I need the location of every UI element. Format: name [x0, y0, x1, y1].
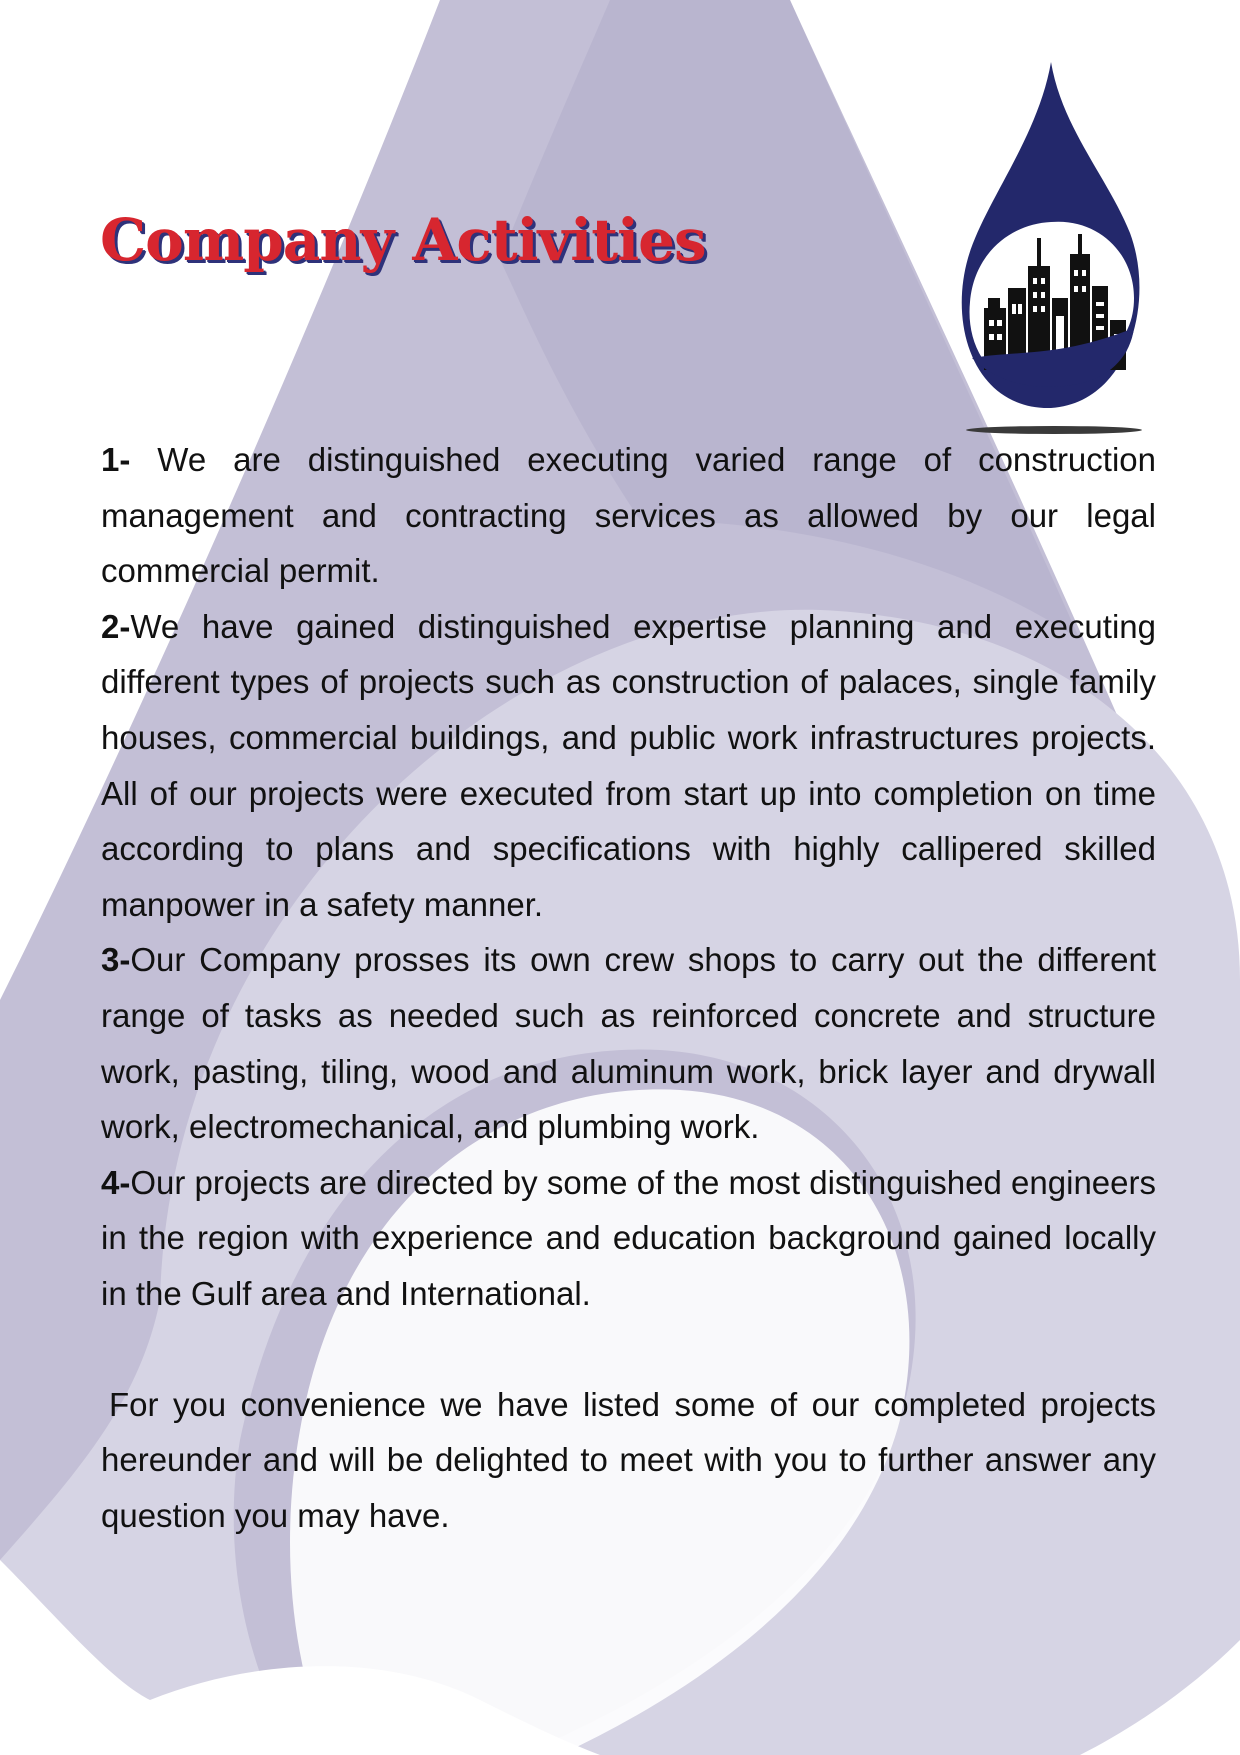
activity-number: 4- [101, 1163, 131, 1201]
activity-item [101, 432, 1156, 599]
activity-text: Our projects are directed by some of the most distinguished engineers in the region with experience and education background gained locally in the Gulf area and International. [101, 1163, 1156, 1312]
activity-number: 3- [101, 941, 131, 979]
activity-item [101, 599, 1156, 933]
closing-paragraph [101, 1377, 1156, 1544]
activity-text: We are distinguished executing varied range of construction management and contracting services as allowed by our legal commercial permit. [101, 441, 1156, 590]
activity-item [101, 932, 1156, 1154]
activity-number: 2- [101, 607, 131, 645]
water-drop-city-icon [958, 58, 1148, 438]
activity-text: Our Company prosses its own crew shops to carry out the different range of tasks as needed such as reinforced concrete and structure work, pasting, tiling, wood and aluminum work, brick layer and drywall work, electromechanical, and plumbing work. [101, 941, 1156, 1146]
page-title: Company Activities [100, 206, 706, 274]
closing-text: For you convenience we have listed some of our completed projects hereunder and will be delighted to meet with you to further answer any question you may have. [101, 1385, 1156, 1534]
activity-item [101, 1155, 1156, 1322]
activity-text: We have gained distinguished expertise planning and executing different types of projects such as construction of palaces, single family houses, commercial buildings, and public work infrastructures projects. All of our projects were executed from start up into completion on time according to plans and specifications with highly callipered skilled manpower in a safety manner. [101, 607, 1156, 923]
activity-number: 1- [101, 441, 131, 478]
activities-body [101, 432, 1156, 1543]
